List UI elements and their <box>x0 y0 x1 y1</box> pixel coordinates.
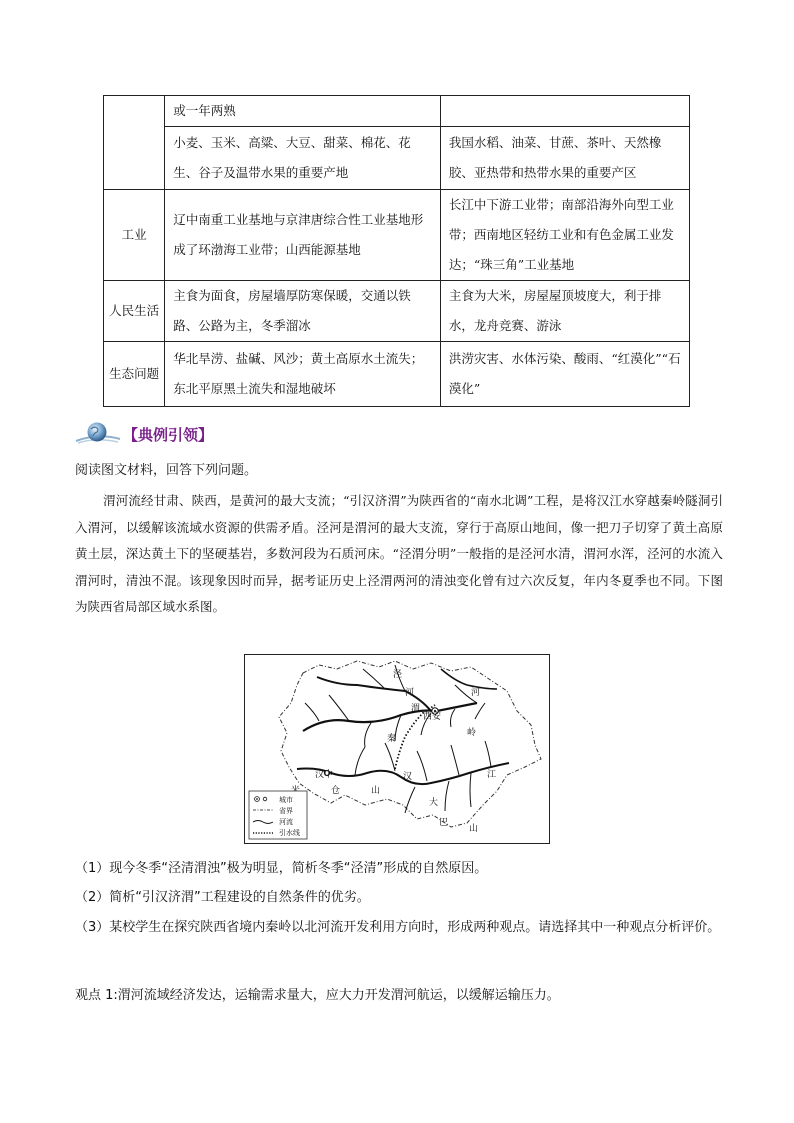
north-cell: 或一年两熟 <box>165 96 441 127</box>
north-cell: 华北旱涝、盐碱、风沙；黄土高原水土流失；东北平原黑土流失和湿地破坏 <box>165 342 441 407</box>
north-cell: 辽中南重工业基地与京津唐综合性工业基地形成了环渤海工业带；山西能源基地 <box>165 190 441 281</box>
map-label-jing: 泾 <box>393 670 403 680</box>
legend-diversion-label: 引水线 <box>279 829 300 837</box>
table-row <box>104 96 690 127</box>
section-title: 【典例引领】 <box>123 426 214 444</box>
province-border <box>279 661 541 827</box>
south-cell <box>440 96 689 127</box>
legend-border-label: 省界 <box>279 807 293 815</box>
north-cell: 小麦、玉米、高粱、大豆、甜菜、棉花、花生、谷子及温带水果的重要产地 <box>165 127 441 190</box>
map-label-he2: 河 <box>471 688 481 698</box>
comparison-table <box>103 95 690 407</box>
map-label-han: 汉 <box>403 772 413 782</box>
instruction-text: 阅读图文材料，回答下列问题。 <box>75 463 258 478</box>
map-label-shan2: 山 <box>469 824 479 834</box>
category-cell: 生态问题 <box>104 342 165 407</box>
table-row <box>104 127 690 190</box>
north-cell: 主食为面食，房屋墙厚防寒保暖，交通以铁路、公路为主，冬季溜冰 <box>165 281 441 342</box>
south-cell: 我国水稻、油菜、甘蔗、茶叶、天然橡胶、亚热带和热带水果的重要产区 <box>440 127 689 190</box>
globe-icon <box>74 421 122 445</box>
table-row <box>104 190 690 281</box>
map-label-qin: 秦 <box>387 734 397 744</box>
water-system-map <box>244 654 550 844</box>
table-row <box>104 281 690 342</box>
map-label-he1: 河 <box>405 688 415 698</box>
question-1: （1）现今冬季“泾清渭浊”极为明显，简析冬季“泾清”形成的自然原因。 <box>75 861 488 876</box>
category-cell: 人民生活 <box>104 281 165 342</box>
south-cell: 长江中下游工业带；南部沿海外向型工业带；西南地区轻纺工业和有色金属工业发达；“珠三角”工业基地 <box>440 190 689 281</box>
south-cell: 洪涝灾害、水体污染、酸雨、“红漠化”“石漠化” <box>440 342 689 407</box>
map-label-ling: 岭 <box>467 728 477 738</box>
map-label-da: 大 <box>429 798 439 808</box>
section-heading <box>74 421 274 445</box>
map-label-shan1: 山 <box>371 786 381 796</box>
question-3: （3）某校学生在探究陕西省境内秦岭以北河流开发利用方向时，形成两种观点。请选择其中一种观点分析评价。 <box>75 920 721 935</box>
south-cell: 主食为大米，房屋屋顶坡度大，利于排水，龙舟竞赛、游泳 <box>440 281 689 342</box>
legend-city-label: 城市 <box>279 796 293 804</box>
passage-text: 渭河流经甘肃、陕西，是黄河的最大支流；“引汉济渭”为陕西省的“南水北调”工程，是将汉江水穿越秦岭隧洞引入渭河，以缓解该流域水资源的供需矛盾。泾河是渭河的最大支流，穿行于高原山地间，像一把刀子切穿了黄土高原黄土层，深达黄土下的坚硬基岩，多数河段为石质河床。“泾渭分明”一般指的是泾河水清，渭河水浑，泾河的水流入渭河时，清浊不混。该现象因时而异，据考证历史上泾渭两河的清浊变化曾有过六次反复，年内冬夏季也不同。下图为陕西省局部区域水系图。 <box>75 493 723 614</box>
map-label-ba: 巴 <box>439 818 449 828</box>
legend-river-label: 河流 <box>279 818 293 826</box>
map-label-hanzhong: 汉中 <box>315 770 334 780</box>
category-cell: 工业 <box>104 190 165 281</box>
question-2: （2）简析“引汉济渭”工程建设的自然条件的优劣。 <box>75 890 370 905</box>
map-label-xian: 西安 <box>423 712 442 722</box>
map-label-cang: 仓 <box>331 786 341 796</box>
viewpoint-1: 观点 1:渭河流域经济发达，运输需求量大，应大力开发渭河航运，以缓解运输压力。 <box>75 988 560 1003</box>
map-label-wei: 渭 <box>411 704 421 714</box>
map-legend <box>249 791 307 839</box>
passage <box>75 488 723 621</box>
map-label-jiang: 江 <box>487 770 497 780</box>
table-row <box>104 342 690 407</box>
category-cell <box>104 96 165 190</box>
map-drawing <box>245 655 549 843</box>
